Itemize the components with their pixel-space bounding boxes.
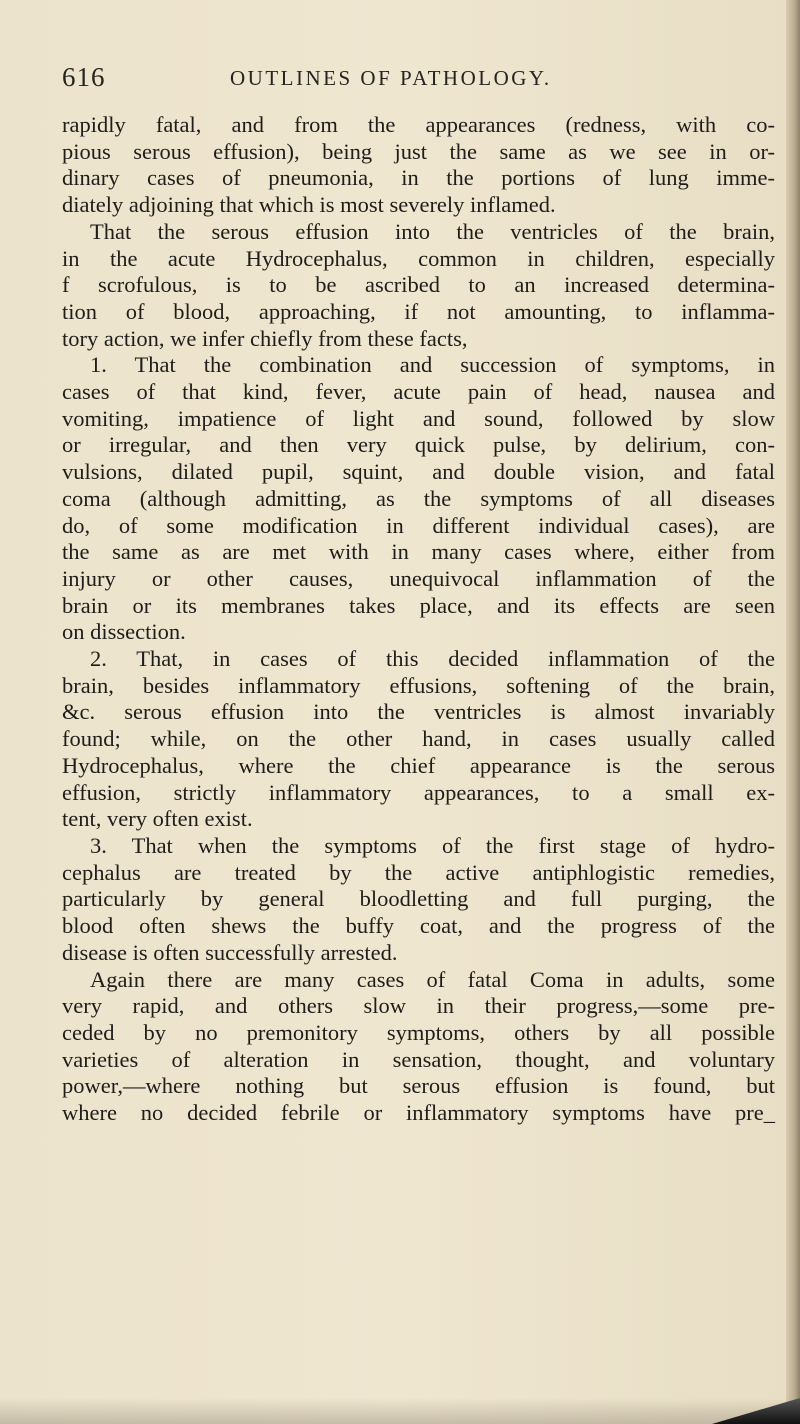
- text-line: power,—where nothing but serous effusion is found, but: [62, 1073, 775, 1099]
- text-line: on dissection.: [62, 619, 186, 645]
- text-line: Again there are many cases of fatal Coma in adults, some: [90, 966, 775, 992]
- text-line: where no decided febrile or inflammatory symptoms have pre_: [62, 1100, 775, 1126]
- text-line: vulsions, dilated pupil, squint, and double vision, and fatal: [62, 459, 775, 485]
- text-line: blood often shews the buffy coat, and the progress of the: [62, 913, 775, 939]
- text-line: particularly by general bloodletting and full purging, the: [62, 886, 775, 912]
- page-edge-shadow: [786, 0, 800, 1424]
- text-line: tent, very often exist.: [62, 806, 253, 832]
- text-line: coma (although admitting, as the symptoms of all diseases: [62, 485, 775, 511]
- text-line: or irregular, and then very quick pulse, by delirium, con-: [62, 432, 775, 458]
- text-line: cases of that kind, fever, acute pain of head, nausea and: [62, 379, 775, 405]
- page-bottom-shadow: [0, 1398, 800, 1424]
- body-text: [62, 112, 775, 1127]
- text-line: 1. That the combination and succession of symptoms, in: [90, 352, 775, 378]
- text-line: f scrofulous, is to be ascribed to an increased determina-: [62, 272, 775, 298]
- text-line: cephalus are treated by the active antiphlogistic remedies,: [62, 859, 775, 885]
- text-line: tion of blood, approaching, if not amounting, to inflamma-: [62, 298, 775, 324]
- text-line: ceded by no premonitory symptoms, others by all possible: [62, 1019, 775, 1045]
- text-line: &c. serous effusion into the ventricles is almost invariably: [62, 699, 775, 725]
- text-line: tory action, we infer chiefly from these facts,: [62, 325, 468, 351]
- text-line: pious serous effusion), being just the same as we see in or-: [62, 138, 775, 164]
- text-line: do, of some modification in different individual cases), are: [62, 512, 775, 538]
- running-head: OUTLINES OF PATHOLOGY.: [230, 66, 552, 90]
- text-line: That the serous effusion into the ventricles of the brain,: [90, 218, 775, 244]
- text-line: brain or its membranes takes place, and its effects are seen: [62, 592, 775, 618]
- text-line: brain, besides inflammatory effusions, softening of the brain,: [62, 672, 775, 698]
- text-line: dinary cases of pneumonia, in the portions of lung imme-: [62, 165, 775, 191]
- text-line: diately adjoining that which is most severely inflamed.: [62, 192, 556, 218]
- text-line: in the acute Hydrocephalus, common in children, especially: [62, 245, 775, 271]
- text-line: the same as are met with in many cases where, either from: [62, 539, 775, 565]
- text-line: varieties of alteration in sensation, thought, and voluntary: [62, 1046, 775, 1072]
- text-line: disease is often successfully arrested.: [62, 939, 398, 965]
- text-line: very rapid, and others slow in their progress,—some pre-: [62, 993, 775, 1019]
- text-line: vomiting, impatience of light and sound, followed by slow: [62, 405, 775, 431]
- page-number: 616: [62, 62, 106, 92]
- text-line: injury or other causes, unequivocal inflammation of the: [62, 565, 775, 591]
- page-header: [62, 62, 762, 102]
- text-line: 2. That, in cases of this decided inflammation of the: [90, 646, 775, 672]
- text-line: effusion, strictly inflammatory appearances, to a small ex-: [62, 779, 775, 805]
- text-line: 3. That when the symptoms of the first stage of hydro-: [90, 832, 775, 858]
- text-line: found; while, on the other hand, in cases usually called: [62, 726, 775, 752]
- text-line: rapidly fatal, and from the appearances (redness, with co-: [62, 112, 775, 137]
- text-line: Hydrocephalus, where the chief appearance is the serous: [62, 752, 775, 778]
